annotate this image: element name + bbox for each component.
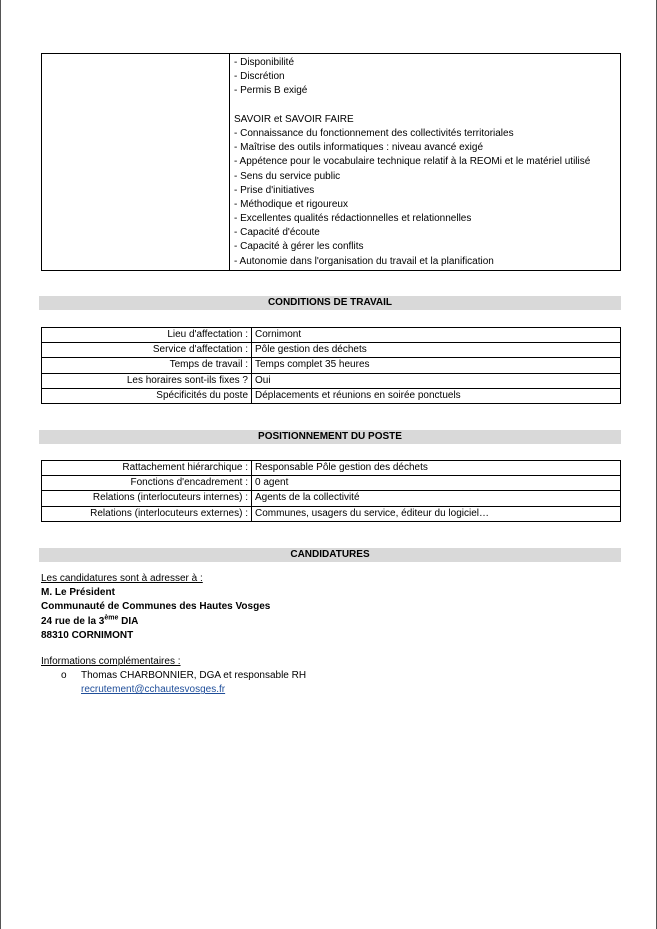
street-address [41,615,270,629]
row-value: Communes, usagers du service, éditeur du logiciel… [252,506,621,521]
organisation: Communauté de Communes des Hautes Vosges [41,601,271,613]
candidatures-address [41,572,270,643]
street-prefix: 24 rue de la 3 [41,615,105,627]
contact-email-line [41,683,306,697]
candidatures-intro: Les candidatures sont à adresser à : [41,573,203,584]
table-row [42,343,621,358]
table-row [42,506,621,521]
row-label: Fonctions d'encadrement : [42,476,252,491]
table-row [42,328,621,343]
skill-item: - Appétence pour le vocabulaire technique relatif à la REOMi et le matériel utilisé [234,156,591,168]
row-value: Temps complet 35 heures [252,358,621,373]
skill-item: - Maîtrise des outils informatiques : niveau avancé exigé [234,142,484,154]
contact-item [41,669,306,683]
row-value: Pôle gestion des déchets [252,343,621,358]
skill-item: - Autonomie dans l'organisation du travail et la planification [234,255,494,267]
skill-item: - Prise d'initiatives [234,184,315,196]
street-suffix: DIA [118,615,139,627]
skills-right-cell [230,54,621,271]
table-row [42,491,621,506]
skill-item: - Capacité d'écoute [234,227,320,239]
skill-item: - Connaissance du fonctionnement des collectivités territoriales [234,127,514,139]
recipient: M. Le Président [41,587,115,599]
skills-left-cell [42,54,230,271]
info-heading: Informations complémentaires : [41,656,181,667]
skill-item: - Discrétion [234,71,285,83]
skill-item: - Excellentes qualités rédactionnelles et relationnelles [234,213,472,225]
row-label: Rattachement hiérarchique : [42,461,252,476]
city: 88310 CORNIMONT [41,629,134,641]
additional-info [41,655,306,698]
table-row [42,461,621,476]
row-value: Agents de la collectivité [252,491,621,506]
conditions-section-heading: CONDITIONS DE TRAVAIL [39,296,621,310]
row-value: Déplacements et réunions en soirée ponctuels [252,388,621,403]
contact-name: Thomas CHARBONNIER, DGA et responsable RH [81,670,307,682]
table-row [42,358,621,373]
conditions-table [41,327,621,404]
skills-row [42,54,621,271]
row-value: 0 agent [252,476,621,491]
row-value: Cornimont [252,328,621,343]
bullet-icon: o [61,670,67,682]
savoir-heading: SAVOIR et SAVOIR FAIRE [234,113,354,125]
row-value: Oui [252,373,621,388]
position-section-heading: POSITIONNEMENT DU POSTE [39,430,621,444]
contact-email-link[interactable]: recrutement@cchautesvosges.fr [81,684,226,696]
candidatures-section-heading: CANDIDATURES [39,548,621,562]
row-label: Relations (interlocuteurs externes) : [42,506,252,521]
row-label: Service d'affectation : [42,343,252,358]
skill-item: - Méthodique et rigoureux [234,198,348,210]
table-row [42,476,621,491]
row-label: Les horaires sont-ils fixes ? [42,373,252,388]
row-label: Temps de travail : [42,358,252,373]
row-value: Responsable Pôle gestion des déchets [252,461,621,476]
skills-table [41,53,621,271]
row-label: Lieu d'affectation : [42,328,252,343]
row-label: Spécificités du poste [42,388,252,403]
position-table [41,460,621,522]
row-label: Relations (interlocuteurs internes) : [42,491,252,506]
street-superscript: ème [104,614,119,622]
skill-item: - Disponibilité [234,57,295,68]
table-row [42,373,621,388]
skill-item: - Capacité à gérer les conflits [234,241,364,253]
skill-item: - Permis B exigé [234,85,308,97]
table-row [42,388,621,403]
skill-item: - Sens du service public [234,170,341,182]
